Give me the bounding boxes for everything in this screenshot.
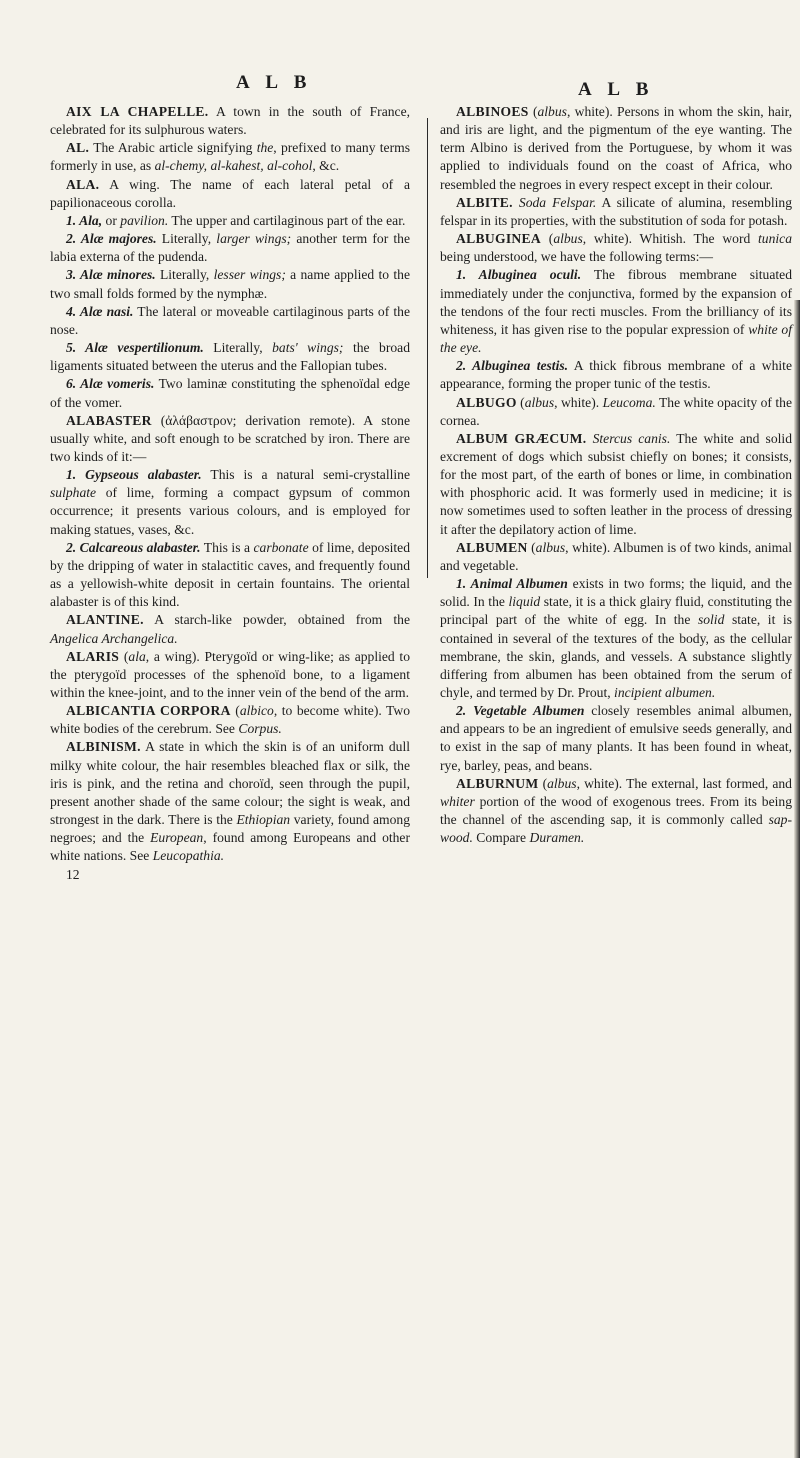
entry-text: This is a [200,539,254,555]
entry-headword: ALBUGO [456,394,517,410]
sub-entry-term: 1. Ala, [66,212,103,228]
entry-text: Compare [472,830,530,846]
italic-text: solid [697,612,725,628]
entry-text: ( [528,104,538,119]
italic-text: al-chemy, al-kahest, al-cohol [154,158,313,174]
italic-text: ala [128,648,146,664]
sub-entry [50,230,410,266]
page-number: 12 [66,866,80,882]
italic-text: albus [535,539,566,555]
italic-text: albus [524,394,555,410]
sub-entry [50,303,410,339]
italic-text: pavilion. [120,212,169,228]
dictionary-entry [440,230,792,266]
entry-text: ( [230,703,240,719]
entry-text: being understood, we have the following terms:— [440,249,713,265]
dictionary-entry [50,702,410,738]
italic-text: Duramen. [529,830,585,846]
italic-text: tunica [758,231,792,247]
entry-text: another term for the labia externa of the pudenda. [50,231,410,265]
sub-entry-term: 2. Alæ majores. [66,231,157,247]
dictionary-entry [440,394,792,430]
entry-text: state, it is contained in several of the textures of the body, as the cellular membrane, the skin, glands, and vessels. A substance slightly differing from albumen has been obtained from the serum of chyle, and termed by Dr. Prout, [440,612,792,700]
italic-text: Corpus. [238,721,282,737]
entry-text: A thick fibrous membrane of a white appearance, forming the proper tunic of the testis. [440,358,792,392]
italic-text: Leucopathia. [152,848,225,864]
entry-text: A wing. The name of each lateral petal of a papilionaceous corolla. [50,176,410,210]
sub-entry [50,375,410,411]
sub-entry-term: 1. Albuginea oculi. [456,267,582,283]
entry-headword: ALBUGINEA [456,231,542,247]
entry-headword: ALBURNUM [456,775,539,791]
entry-text: of lime, deposited by the dripping of water in stalactitic caves, and frequently found as a yellowish-white deposit in certain fountains. The oriental alabaster is of this kind. [50,539,410,610]
entry-text: A town in the south of France, celebrated for its sulphurous waters. [50,104,410,138]
entry-text: This is a natural semi-crystalline [201,467,410,483]
entry-text: A starch-like powder, obtained from the [143,612,410,628]
entry-text: Literally, [156,231,217,247]
entry-text: Two laminæ constituting the sphenoïdal edge of the vomer. [50,376,411,410]
sub-entry-term: 6. Alæ vomeris. [66,376,155,392]
italic-text: white of the eye. [440,321,792,356]
entry-headword: ALBICANTIA CORPORA [66,703,231,719]
entry-headword: ALBINISM. [66,739,141,755]
dictionary-entry [440,539,792,575]
entry-headword: ALARIS [66,648,120,664]
entry-headword: ALBUM GRÆCUM. [456,430,587,446]
entry-text: The lateral or moveable cartilaginous parts of the nose. [50,303,410,337]
italic-text: sulphate [50,485,97,501]
italic-text: carbonate [253,539,309,555]
sub-entry [50,466,410,539]
dictionary-entry [50,738,410,865]
italic-text: liquid [508,594,541,610]
sub-entry [440,575,792,702]
entry-text: exists in two forms; the liquid, and the solid. In the [440,576,792,610]
entry-headword: ALBINOES [456,104,529,119]
sub-entry-term: 4. Alæ nasi. [66,303,134,319]
sub-entry [50,266,410,302]
entry-text: , white). Albumen is of two kinds, animal and vegetable. [440,539,792,573]
sub-entry-term: 1. Animal Albumen [456,576,568,592]
sub-entry-term: 1. Gypseous alabaster. [66,467,202,483]
entry-text: variety, found among negroes; and the [50,812,410,846]
column-divider [427,118,428,578]
italic-text: albico [239,703,274,719]
entry-text: Literally, [155,267,214,283]
sub-entry-term: 2. Albuginea testis. [456,358,569,374]
entry-text: portion of the wood of exogenous trees. From its being the channel of the ascending sap, it is commonly called [440,793,792,828]
entry-headword: ALBUMEN [456,539,528,555]
header-left: A L B [236,72,313,93]
entry-headword: ALABASTER [66,412,152,428]
dictionary-entry [50,648,410,702]
italic-text: larger wings; [216,231,292,247]
italic-text: Stercus canis. [592,430,671,446]
entry-text: ( [119,648,129,664]
italic-text: European [150,830,204,846]
dictionary-entry [50,139,410,175]
entry-text: a name applied to the two small folds formed by the nymphæ. [50,267,410,301]
entry-text: The Arabic article signifying [89,140,257,156]
italic-text: incipient albumen. [614,685,716,700]
sub-entry-term: 2. Calcareous alabaster. [66,539,201,555]
italic-text: sap-wood. [440,812,792,846]
entry-text: , white). Whitish. The word [582,231,759,247]
sub-entry [50,539,410,612]
entry-text: ( [538,775,548,791]
italic-text: Angelica Archangelica. [50,630,178,646]
running-header [0,72,800,100]
sub-entry-term: 2. Vegetable Albumen [456,703,585,719]
entry-text: , prefixed to many terms formerly in use, as [50,140,410,174]
entry-text: state, it is a thick glairy fluid, constituting the principal part of the white of egg. In the [440,594,793,628]
entry-text: , found among Europeans and other white nations. See [50,830,410,864]
dictionary-entry [50,103,410,139]
entry-text: (ἀλάβαστρον; derivation remote). A stone usually white, and soft enough to be scratched by iron. There are two kinds of it:— [50,412,410,464]
italic-text: whiter [440,793,475,809]
italic-text: Leucoma. [602,394,656,410]
entry-text: , &c. [312,158,340,174]
sub-entry [440,266,792,357]
entry-headword: AL. [66,140,90,156]
entry-headword: ALA. [66,176,100,192]
dictionary-entry [50,611,410,647]
entry-text: closely resembles animal albumen, and appears to be an ingredient of emulsive seeds generally, and to exist in the sap of many plants. It has been found in wheat, rye, barley, peas, and beans. [440,703,792,773]
entry-text: The white opacity of the cornea. [440,394,792,428]
italic-text: bats' wings; [272,340,344,356]
italic-text: albus [547,775,577,791]
sub-entry-term: 3. Alæ minores. [66,267,156,283]
entry-text: of lime, forming a compact gypsum of common occurrence; it presents various colours, and is employed for making statues, vases, &c. [50,485,410,537]
italic-text: Ethiopian [236,812,291,828]
entry-text: ( [527,539,536,555]
sub-entry [440,702,792,775]
entry-text: the broad ligaments situated between the uterus and the Fallopian tubes. [50,340,410,374]
entry-text: ( [541,231,554,247]
italic-text: lesser wings; [213,267,286,283]
entry-headword: AIX LA CHAPELLE. [66,104,209,119]
dictionary-entry [440,103,792,194]
dictionary-entry [50,176,410,212]
sub-entry [440,357,792,393]
sub-entry [50,212,410,230]
left-column [50,103,410,884]
dictionary-entry [440,194,792,230]
entry-text: A state in which the skin is of an uniform dull milky white colour, the hair resembles bleached flax or silk, the iris is pink, and the retina and choroïd, seen through the pupil, present another shade of the same colour; the sight is weak, and strongest in the dark. There is the [50,739,410,828]
entry-text: , white). Persons in whom the skin, hair, and iris are light, and the pigmentum of the eye wanting. The term Albino is derived from the Portuguese, by whom it was applied to individuals found on the coast of Africa, who resembled the negroes in every respect except in their colour. [440,104,792,192]
italic-text: the [256,140,274,156]
italic-text: albus [537,104,567,119]
right-column [440,103,792,847]
entry-text: , white). The external, last formed, and [576,775,792,791]
entry-text: , a wing). Pterygoïd or wing-like; as applied to the pterygoïd processes of the sphenoïd bone, to a ligament within the knee-joint, and to the inner vein of the bend of the arm. [50,648,410,700]
italic-text: albus [553,231,583,247]
entry-headword: ALANTINE. [66,612,144,628]
sub-entry [50,339,410,375]
entry-text: The white and solid excrement of dogs which subsist chiefly on bones; it consists, for the most part, of the earth of bones or lime, in combination with phosphoric acid. It was formerly used in medicine; it is now sometimes used to soften leather in the process of dressing it after the depilatory action of lime. [440,430,792,537]
page-edge-shadow [794,300,800,1458]
dictionary-entry [440,430,792,539]
dictionary-entry [50,412,410,466]
entry-text: The fibrous membrane situated immediately under the conjunctiva, formed by the expansion of the tendons of the four recti muscles. From the brilliancy of its whiteness, it has given rise to the popular expression of [440,267,792,337]
header-right: A L B [578,79,655,100]
sub-entry-term: 5. Alæ vespertilionum. [66,340,204,356]
entry-text: Literally, [203,340,273,356]
entry-headword: ALBITE. [456,194,513,210]
entry-text: or [102,212,121,228]
entry-text: , to become white). Two white bodies of the cerebrum. See [50,703,410,737]
dictionary-entry [440,775,792,848]
italic-text: Soda Felspar. [518,194,597,210]
entry-text: The upper and cartilaginous part of the ear. [168,212,406,228]
entry-text: A silicate of alumina, resembling felspar in its properties, with the substitution of soda for potash. [440,194,793,228]
entry-text: ( [516,394,525,410]
entry-text: , white). [554,394,603,410]
